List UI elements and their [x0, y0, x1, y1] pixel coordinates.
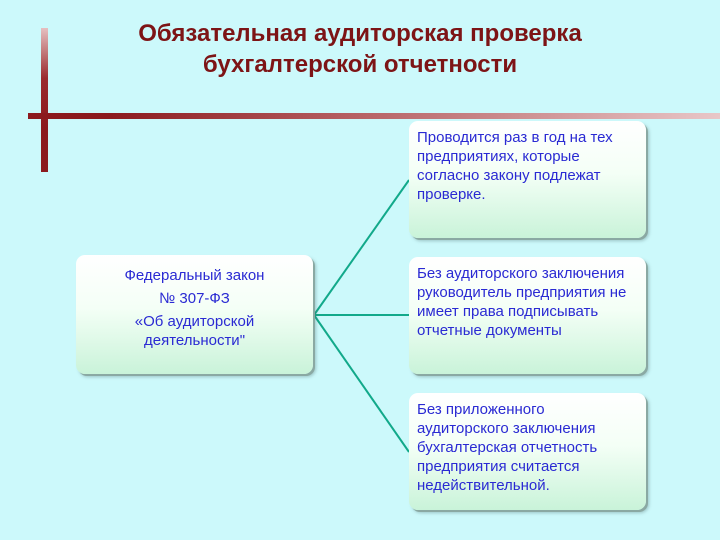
source-law-box [76, 255, 313, 374]
source-line-3: «Об аудиторской [134, 313, 255, 330]
connector-bottom [314, 315, 409, 452]
title-line-1: Обязательная аудиторская проверка [138, 20, 582, 47]
consequence-text-2: Без аудиторского заключения руководитель предприятия не имеет права подписывать отчетные документы [417, 265, 627, 339]
source-line-2: № 307-ФЗ [159, 290, 230, 307]
consequence-box-2 [409, 257, 646, 374]
consequence-text-3: Без приложенного аудиторского заключения бухгалтерская отчетность предприятия считается недействительной. [417, 401, 598, 494]
consequence-box-1 [409, 121, 646, 238]
title-line-2: бухгалтерской отчетности [202, 51, 518, 78]
source-line-1: Федеральный закон [124, 267, 265, 284]
consequence-text-1: Проводится раз в год на тех предприятиях, которые согласно закону подлежат проверке. [417, 129, 613, 203]
consequence-box-3 [409, 393, 646, 510]
connector-top [314, 180, 409, 315]
source-line-4: деятельности" [143, 332, 246, 349]
